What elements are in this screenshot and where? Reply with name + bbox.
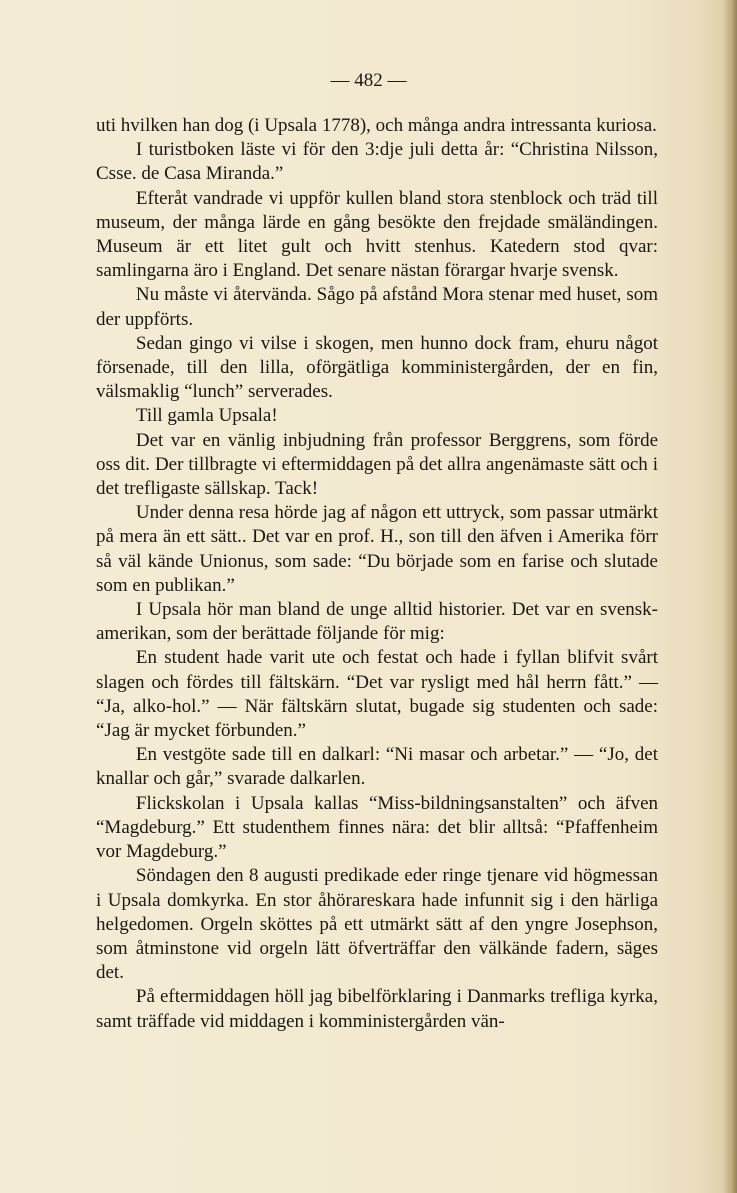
paragraph: I turistboken läste vi för den 3:dje juli detta år: “Christina Nilsson, Csse. de Casa Miranda.” [96, 139, 658, 185]
paragraph: Det var en vänlig inbjudning från professor Berggrens, som förde oss dit. Der tillbragte vi eftermiddagen på det allra angenämaste sätt och i det trefligaste sällskap. Tack! [96, 429, 658, 500]
paragraph: En student hade varit ute och festat och hade i fyllan blifvit svårt slagen och fördes till fältskärn. “Det var rysligt med hål herrn fått.” — “Ja, alko-hol.” — När fältskärn slutat, bugade sig studenten och sade: “Jag är mycket förbunden.” [96, 647, 658, 742]
paragraph: Nu måste vi återvända. Sågo på afstånd Mora stenar med huset, som der uppförts. [96, 284, 658, 330]
body-text [96, 114, 658, 1034]
paragraph: På eftermiddagen höll jag bibelförklaring i Danmarks trefliga kyrka, samt träffade vid middagen i komministergården vän- [96, 986, 658, 1032]
paragraph: Till gamla Upsala! [135, 405, 278, 427]
paragraph: Söndagen den 8 augusti predikade eder ringe tjenare vid högmessan i Upsala domkyrka. En stor åhörareskara hade infunnit sig i den härliga helgedomen. Orgeln sköttes på ett utmärkt sätt af den yngre Josephson, som åtminstone vid orgeln lätt öfverträffar den välkände fadern, säges det. [96, 865, 658, 984]
paragraph: Sedan gingo vi vilse i skogen, men hunno dock fram, ehuru något försenade, till den lilla, oförgätliga komministergården, der en fin, välsmaklig “lunch” serverades. [96, 332, 658, 403]
paragraph: I Upsala hör man bland de unge alltid historier. Det var en svensk-amerikan, som der berättade följande för mig: [96, 599, 658, 645]
paragraph: Flickskolan i Upsala kallas “Miss-bildningsanstalten” och äfven “Magdeburg.” Ett studenthem finnes nära: det blir alltså: “Pfaffenheim vor Magdeburg.” [96, 792, 658, 863]
paragraph: Efteråt vandrade vi uppför kullen bland stora stenblock och träd till museum, der många lärde en gång besökte den frejdade smäländingen. Museum är ett litet gult och hvitt stenhus. Katedern stod qvar: samlingarna äro i England. Det senare nästan förargar hvarje svensk. [96, 187, 658, 282]
page-number: — 482 — [330, 70, 407, 91]
paragraph-continuation: uti hvilken han dog (i Upsala 1778), och många andra intressanta kuriosa. [96, 115, 657, 136]
page-edge-shadow [723, 0, 737, 1193]
paragraph: En vestgöte sade till en dalkarl: “Ni masar och arbetar.” — “Jo, det knallar och går,” svarade dalkarlen. [96, 744, 658, 790]
paragraph: Under denna resa hörde jag af någon ett uttryck, som passar utmärkt på mera än ett sätt.. Det var en prof. H., son till den äfven i Amerika förr så väl kände Unionus, som sade: “Du började som en farise och slutade som en publikan.” [96, 502, 658, 596]
